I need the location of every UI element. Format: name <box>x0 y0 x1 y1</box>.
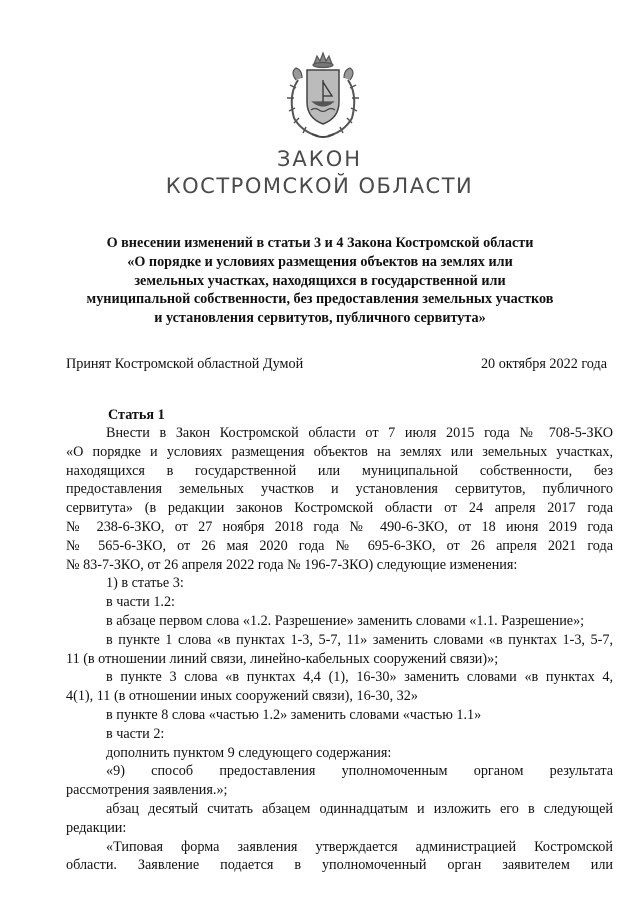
heading-line: муниципальной собственности, без предоставления земельных участков <box>86 291 554 308</box>
text-line: абзац десятый считать абзацем одиннадцатым и изложить его в следующей <box>106 800 613 817</box>
text-line: № 83-7-ЗКО, от 26 апреля 2022 года № 196-7-ЗКО) следующие изменения: <box>66 556 518 573</box>
adopted-by: Принят Костромской областной Думой <box>66 356 304 372</box>
text-line: «9) способ предоставления уполномоченным органом результата <box>106 763 613 780</box>
text-line: сервитута» (в редакции законов Костромской области от 24 апреля 2017 года <box>66 500 613 517</box>
text-line: № 565-6-ЗКО, от 26 мая 2020 года № 695-6-ЗКО, от 26 апреля 2021 года <box>66 537 613 554</box>
heading-line: «О порядке и условиях размещения объектов на землях или <box>127 253 513 270</box>
heading-line: О внесении изменений в статьи 3 и 4 Закона Костромской области <box>106 235 534 251</box>
text-line: дополнить пунктом 9 следующего содержания: <box>106 744 392 761</box>
adoption-date: 20 октября 2022 года <box>480 356 607 372</box>
text-line: в пункте 8 слова «частью 1.2» заменить словами «частью 1.1» <box>106 706 482 723</box>
text-line: в части 2: <box>106 725 165 742</box>
document-heading <box>60 234 580 328</box>
text-line: в части 1.2: <box>106 594 175 611</box>
law-title: ЗАКОН <box>276 147 363 171</box>
text-line: рассмотрения заявления.»; <box>66 782 228 799</box>
region-title: КОСТРОМСКОЙ ОБЛАСТИ <box>165 174 474 198</box>
text-line: «Типовая форма заявления утверждается администрацией Костромской <box>106 838 613 855</box>
coat-of-arms-emblem <box>276 50 370 140</box>
text-line: области. Заявление подается в уполномоченный орган заявителем или <box>66 857 613 874</box>
text-line: 4(1), 11 (в отношении иных сооружений связи), 16-30, 32» <box>66 688 418 705</box>
text-line: находящихся в государственной или муниципальной собственности, без <box>66 462 613 479</box>
article-heading: Статья 1 <box>108 407 165 423</box>
text-line: «О порядке и условиях размещения объектов на землях или земельных участках, <box>66 443 613 460</box>
heading-line: и установления сервитутов, публичного сервитута» <box>154 310 486 327</box>
article-body <box>66 424 613 875</box>
heading-line: земельных участках, находящихся в государственной или <box>134 272 506 289</box>
text-line: 1) в статье 3: <box>106 575 184 592</box>
text-line: редакции: <box>66 819 127 836</box>
text-line: в пункте 3 слова «в пунктах 4,4 (1), 16-30» заменить словами «в пунктах 4, <box>106 669 613 686</box>
text-line: № 238-6-ЗКО, от 27 ноября 2018 года № 490-6-ЗКО, от 18 июня 2019 года <box>66 518 613 535</box>
text-line: 11 (в отношении линий связи, линейно-кабельных сооружений связи)»; <box>66 650 499 667</box>
text-line: в абзаце первом слова «1.2. Разрешение» заменить словами «1.1. Разрешение»; <box>106 612 585 629</box>
text-line: в пункте 1 слова «в пунктах 1-3, 5-7, 11» заменить словами «в пунктах 1-3, 5-7, <box>106 631 613 648</box>
text-line: Внести в Закон Костромской области от 7 июля 2015 года № 708-5-ЗКО <box>106 425 613 441</box>
text-line: предоставления земельных участков и установления сервитутов, публичного <box>66 481 613 498</box>
